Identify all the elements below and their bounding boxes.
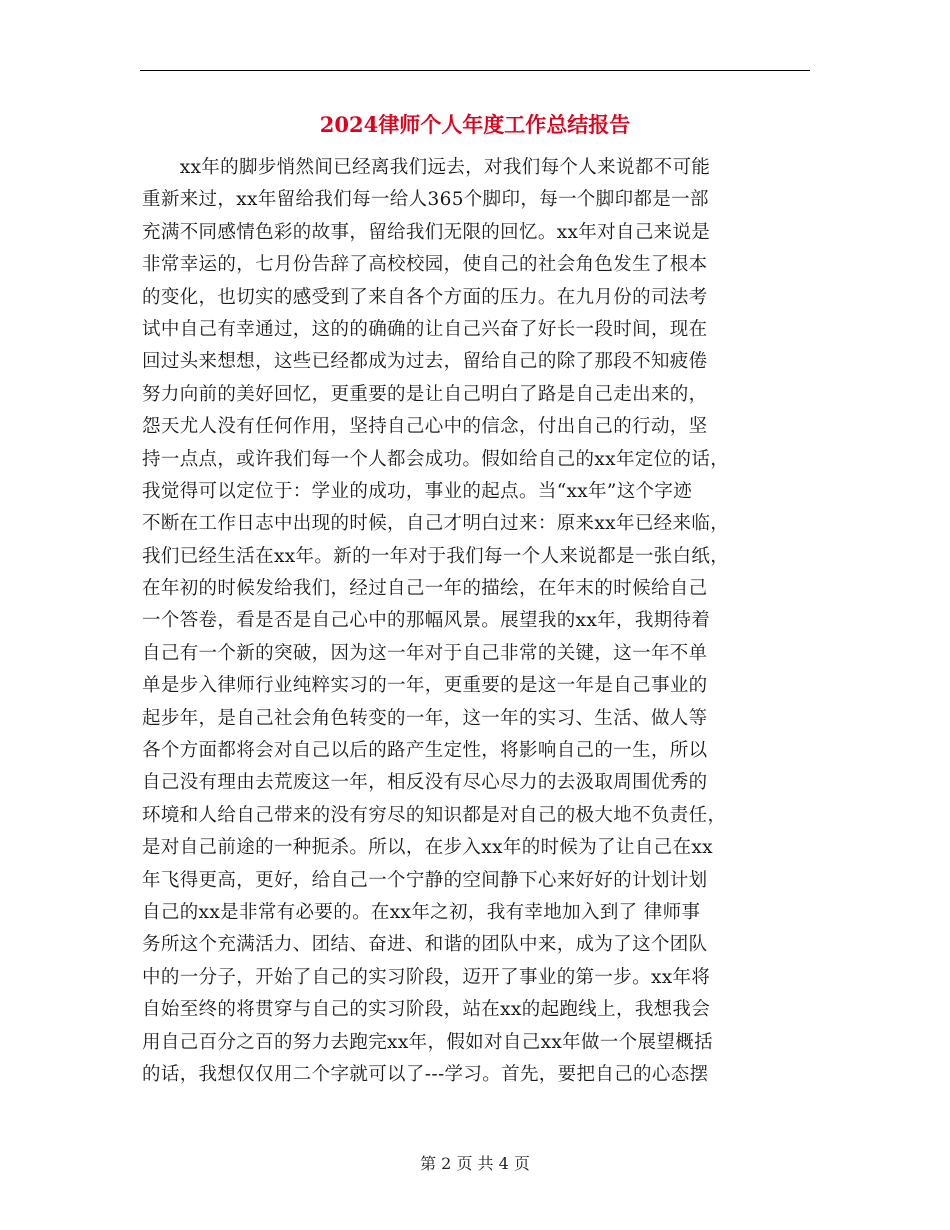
body-line: 回过头来想想，这些已经都成为过去，留给自己的除了那段不知疲倦 bbox=[142, 351, 708, 373]
body-line: 努力向前的美好回忆，更重要的是让自己明白了路是自己走出来的， bbox=[142, 383, 708, 405]
body-line: 是对自己前途的一种扼杀。所以，在步入xx年的时候为了让自己在xx bbox=[142, 837, 713, 859]
document-title: 2024律师个人年度工作总结报告 bbox=[319, 112, 631, 137]
body-line: 的话，我想仅仅用二个字就可以了---学习。首先，要把自己的心态摆 bbox=[142, 1063, 709, 1085]
body-line: 自己没有理由去荒废这一年，相反没有尽心尽力的去汲取周围优秀的 bbox=[142, 772, 708, 794]
body-line: 单是步入律师行业纯粹实习的一年，更重要的是这一年是自己事业的 bbox=[142, 675, 708, 697]
body-line: 的变化，也切实的感受到了来自各个方面的压力。在九月份的司法考 bbox=[142, 286, 708, 308]
body-line: 中的一分子，开始了自己的实习阶段，迈开了事业的第一步。xx年将 bbox=[142, 966, 711, 988]
body-line: 在年初的时候发给我们，经过自己一年的描绘，在年末的时候给自己 bbox=[142, 578, 708, 600]
body-line: 自始至终的将贯穿与自己的实习阶段，站在xx的起跑线上，我想我会 bbox=[142, 999, 711, 1021]
body-line: 持一点点，或许我们每一个人都会成功。假如给自己的xx年定位的话， bbox=[142, 448, 730, 470]
body-line: 自己有一个新的突破，因为这一年对于自己非常的关键，这一年不单 bbox=[142, 642, 708, 664]
body-line: 试中自己有幸通过，这的的确确的让自己兴奋了好长一段时间，现在 bbox=[142, 318, 708, 340]
body-line: 务所这个充满活力、团结、奋进、和谐的团队中来，成为了这个团队 bbox=[142, 934, 708, 956]
body-line: 重新来过，xx年留给我们每一给人365个脚印，每一个脚印都是一部 bbox=[142, 189, 709, 211]
body-line: 一个答卷，看是否是自己心中的那幅风景。展望我的xx年，我期待着 bbox=[142, 610, 711, 632]
body-line: 充满不同感情色彩的故事，留给我们无限的回忆。xx年对自己来说是 bbox=[142, 221, 711, 243]
body-line: xx年的脚步悄然间已经离我们远去，对我们每个人来说都不可能 bbox=[142, 157, 711, 178]
page-number: 第 2 页 共 4 页 bbox=[420, 1154, 530, 1173]
body-line: 起步年，是自己社会角色转变的一年，这一年的实习、生活、做人等 bbox=[142, 707, 708, 729]
body-line: 年飞得更高，更好，给自己一个宁静的空间静下心来好好的计划计划 bbox=[142, 869, 708, 891]
body-line: 用自己百分之百的努力去跑完xx年，假如对自己xx年做一个展望概括 bbox=[142, 1031, 713, 1053]
body-line: 我们已经生活在xx年。新的一年对于我们每一个人来说都是一张白纸， bbox=[142, 545, 730, 567]
document-body bbox=[142, 152, 810, 1091]
header-rule bbox=[140, 70, 810, 71]
body-line: 不断在工作日志中出现的时候，自己才明白过来：原来xx年已经来临， bbox=[142, 513, 730, 535]
body-line: 自己的xx是非常有必要的。在xx年之初，我有幸地加入到了 律师事 bbox=[142, 901, 701, 923]
body-line: 怨天尤人没有任何作用，坚持自己心中的信念，付出自己的行动，坚 bbox=[142, 416, 708, 438]
body-line: 各个方面都将会对自己以后的路产生定性，将影响自己的一生，所以 bbox=[142, 740, 708, 762]
body-line: 环境和人给自己带来的没有穷尽的知识都是对自己的极大地不负责任， bbox=[142, 804, 727, 826]
body-line: 我觉得可以定位于：学业的成功，事业的起点。当“xx年”这个字迹 bbox=[142, 480, 693, 502]
body-line: 非常幸运的，七月份告辞了高校校园，使自己的社会角色发生了根本 bbox=[142, 254, 708, 276]
